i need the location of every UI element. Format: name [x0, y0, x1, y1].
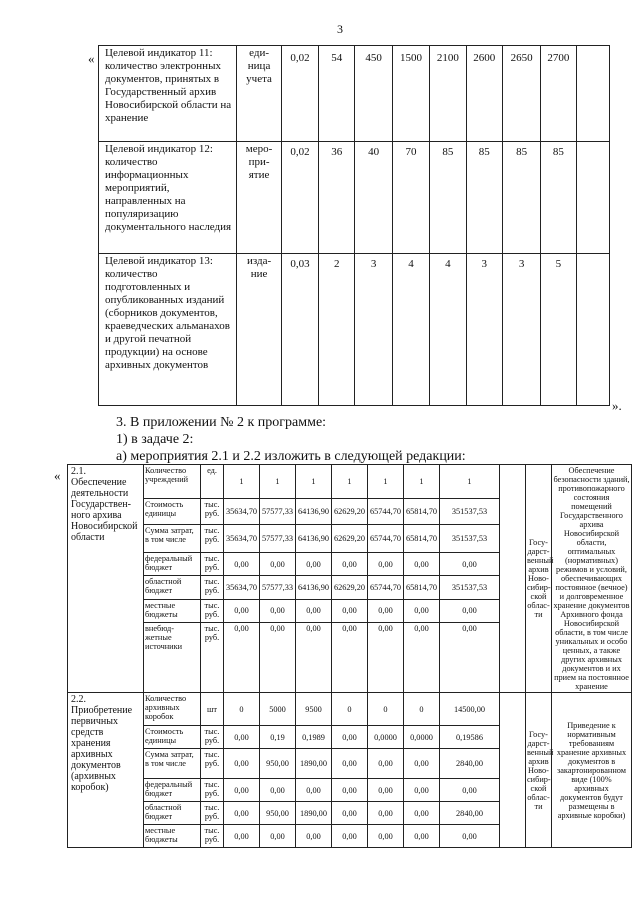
- indicator-value: 40: [355, 142, 392, 254]
- empty-cell: [576, 142, 609, 254]
- row-unit: тыс. руб.: [201, 802, 224, 825]
- row-unit: тыс. руб.: [201, 499, 224, 525]
- value-cell: 0,00: [404, 802, 440, 825]
- indicator-value: 0,02: [281, 142, 318, 254]
- value-cell: 1: [332, 465, 368, 499]
- row-label: внебюд-жетные источники: [144, 622, 201, 692]
- row-unit: тыс. руб.: [201, 622, 224, 692]
- value-cell: 64136,90: [296, 499, 332, 525]
- indicator-value: 450: [355, 46, 392, 142]
- value-cell: 0,00: [404, 779, 440, 802]
- expected-result: Приведение к нормативным требованиям хранение архивных документов в закартонированном виде (100% архивных документов будут размещены в архивные коробки): [552, 693, 632, 848]
- row-label: федеральный бюджет: [144, 553, 201, 576]
- value-cell: 0: [404, 693, 440, 726]
- indicator-value: 2100: [430, 46, 466, 142]
- value-cell: 0,00: [368, 825, 404, 848]
- value-cell: 0,00: [332, 726, 368, 749]
- value-cell: 0,00: [404, 622, 440, 692]
- value-cell: 0,1989: [296, 726, 332, 749]
- indicator-value: 2650: [502, 46, 540, 142]
- indicator-value: 0,03: [281, 254, 318, 406]
- value-cell: 0,00: [332, 802, 368, 825]
- value-cell: 0,00: [224, 622, 260, 692]
- value-cell: 0,00: [404, 553, 440, 576]
- value-cell: 65744,70: [368, 499, 404, 525]
- row-label: Количество архивных коробок: [144, 693, 201, 726]
- value-cell: 0,00: [260, 825, 296, 848]
- row-label: Количество учреждений: [144, 465, 201, 499]
- value-cell: 65814,70: [404, 576, 440, 599]
- indicator-value: 0,02: [281, 46, 318, 142]
- value-cell: 0: [332, 693, 368, 726]
- empty-cell: [576, 46, 609, 142]
- indicator-row: [99, 254, 610, 406]
- indicator-unit: меро-при-ятие: [237, 142, 281, 254]
- value-cell: 62629,20: [332, 499, 368, 525]
- indicator-value: 3: [502, 254, 540, 406]
- value-cell: 351537,53: [440, 499, 500, 525]
- row-label: местные бюджеты: [144, 599, 201, 622]
- value-cell: 1890,00: [296, 802, 332, 825]
- value-cell: 0,00: [224, 802, 260, 825]
- indicators-table: [98, 45, 610, 406]
- value-cell: 0,19: [260, 726, 296, 749]
- indicator-value: 2600: [466, 46, 502, 142]
- measure-2-2-title: 2.2. Приобретение первичных средств хранения архивных документов (архивных коробок): [68, 693, 144, 848]
- value-cell: 64136,90: [296, 525, 332, 553]
- value-cell: 0,00: [404, 599, 440, 622]
- row-unit: тыс. руб.: [201, 749, 224, 779]
- row-unit: тыс. руб.: [201, 779, 224, 802]
- value-cell: 0,00: [440, 622, 500, 692]
- opening-quote: «: [88, 51, 95, 66]
- executor-cell: Госу-дарст-венный архив Ново-сибир-ской облас-ти: [526, 693, 552, 848]
- indicator-value: 2700: [541, 46, 576, 142]
- value-cell: 2840,00: [440, 802, 500, 825]
- expected-result: Обеспечение безопасности зданий, противопожарного состояния помещений Государственного архива Новосибирской области, оптимальных (нормативных) режимов и условий, обеспечивающих постоянное (вечное) и долговременное хранение документов Архивного фонда Новосибирской области, в том числе уникальных и особо ценных, а также других архивных документов и их прием на постоянное хранение: [553, 466, 630, 691]
- table-row: [68, 465, 632, 499]
- value-cell: 0,00: [260, 622, 296, 692]
- value-cell: 0,00: [332, 622, 368, 692]
- indicator-value: 85: [430, 142, 466, 254]
- row-unit: шт: [201, 693, 224, 726]
- value-cell: 0,00: [440, 825, 500, 848]
- value-cell: 35634,70: [224, 525, 260, 553]
- value-cell: 0,00: [296, 622, 332, 692]
- indicator-name: Целевой индикатор 11: количество электронных документов, принятых в Государственный архив Новосибирской области на хранение: [99, 46, 237, 142]
- value-cell: 1: [224, 465, 260, 499]
- value-cell: 9500: [296, 693, 332, 726]
- value-cell: 0,00: [224, 553, 260, 576]
- paragraph-sub-1: 1) в задаче 2:: [116, 432, 194, 447]
- value-cell: 0,00: [260, 553, 296, 576]
- value-cell: 0,0000: [404, 726, 440, 749]
- value-cell: 351537,53: [440, 576, 500, 599]
- value-cell: 0: [368, 693, 404, 726]
- value-cell: 0,00: [224, 749, 260, 779]
- value-cell: 950,00: [260, 802, 296, 825]
- value-cell: 57577,33: [260, 525, 296, 553]
- row-unit: тыс. руб.: [201, 825, 224, 848]
- empty-cell: [576, 254, 609, 406]
- value-cell: 0,19586: [440, 726, 500, 749]
- value-cell: 0,00: [368, 599, 404, 622]
- value-cell: 14500,00: [440, 693, 500, 726]
- indicator-row: [99, 46, 610, 142]
- row-unit: тыс. руб.: [201, 525, 224, 553]
- value-cell: 5000: [260, 693, 296, 726]
- value-cell: 62629,20: [332, 525, 368, 553]
- row-unit: тыс. руб.: [201, 599, 224, 622]
- value-cell: 35634,70: [224, 499, 260, 525]
- value-cell: 1: [260, 465, 296, 499]
- value-cell: 0,00: [260, 779, 296, 802]
- page-number: 3: [337, 22, 343, 36]
- indicator-value: 85: [466, 142, 502, 254]
- paragraph-sub-a: а) мероприятия 2.1 и 2.2 изложить в следующей редакции:: [116, 449, 466, 464]
- value-cell: 62629,20: [332, 576, 368, 599]
- value-cell: 1: [368, 465, 404, 499]
- empty-cell: [500, 465, 526, 693]
- value-cell: 65814,70: [404, 499, 440, 525]
- value-cell: 65744,70: [368, 525, 404, 553]
- row-label: Стоимость единицы: [144, 499, 201, 525]
- row-label: местные бюджеты: [144, 825, 201, 848]
- indicator-value: 3: [466, 254, 502, 406]
- indicator-value: 85: [502, 142, 540, 254]
- value-cell: 0,00: [332, 553, 368, 576]
- value-cell: 0,00: [296, 825, 332, 848]
- table-row: [68, 693, 632, 726]
- row-label: федеральный бюджет: [144, 779, 201, 802]
- paragraph-item-3: 3. В приложении № 2 к программе:: [116, 415, 327, 430]
- value-cell: 0,00: [368, 622, 404, 692]
- opening-quote-2: «: [54, 468, 61, 483]
- row-unit: ед.: [201, 465, 224, 499]
- value-cell: 0,00: [224, 726, 260, 749]
- indicator-value: 36: [319, 142, 355, 254]
- row-label: областной бюджет: [144, 802, 201, 825]
- indicator-value: 1500: [392, 46, 429, 142]
- value-cell: 1: [440, 465, 500, 499]
- indicator-row: [99, 142, 610, 254]
- value-cell: 0,00: [368, 553, 404, 576]
- row-label: областной бюджет: [144, 576, 201, 599]
- value-cell: 0,00: [332, 599, 368, 622]
- value-cell: 1: [404, 465, 440, 499]
- value-cell: 0,00: [224, 599, 260, 622]
- indicator-value: 5: [541, 254, 576, 406]
- value-cell: 0,00: [440, 553, 500, 576]
- value-cell: 950,00: [260, 749, 296, 779]
- value-cell: 0,00: [440, 779, 500, 802]
- row-unit: тыс. руб.: [201, 553, 224, 576]
- measure-2-1-title: 2.1. Обеспечение деятельности Государствен-ного архива Новосибирской области: [68, 465, 144, 693]
- indicator-value: 4: [430, 254, 466, 406]
- value-cell: 2840,00: [440, 749, 500, 779]
- value-cell: 351537,53: [440, 525, 500, 553]
- indicator-unit: изда-ние: [237, 254, 281, 406]
- value-cell: 65744,70: [368, 576, 404, 599]
- executor-cell: Госу-дарст-венный архив Ново-сибир-ской облас-ти: [526, 465, 552, 693]
- closing-quote: ».: [612, 398, 622, 413]
- value-cell: 0,00: [296, 779, 332, 802]
- value-cell: 0: [224, 693, 260, 726]
- row-label: Стоимость единицы: [144, 726, 201, 749]
- value-cell: 0,00: [296, 553, 332, 576]
- value-cell: 64136,90: [296, 576, 332, 599]
- value-cell: 0,00: [332, 779, 368, 802]
- row-unit: тыс. руб.: [201, 726, 224, 749]
- value-cell: 0,00: [440, 599, 500, 622]
- row-unit: тыс. руб.: [201, 576, 224, 599]
- value-cell: 0,00: [296, 599, 332, 622]
- value-cell: 0,0000: [368, 726, 404, 749]
- value-cell: 0,00: [260, 599, 296, 622]
- indicator-value: 4: [392, 254, 429, 406]
- value-cell: 0,00: [224, 779, 260, 802]
- value-cell: 57577,33: [260, 499, 296, 525]
- indicator-unit: еди-ница учета: [237, 46, 281, 142]
- indicator-value: 2: [319, 254, 355, 406]
- indicator-name: Целевой индикатор 13: количество подготовленных и опубликованных изданий (сборников документов, краеведческих альманахов и другой печатной продукции) на основе архивных документов: [99, 254, 237, 406]
- indicator-value: 3: [355, 254, 392, 406]
- indicator-name: Целевой индикатор 12: количество информационных мероприятий, направленных на популяризацию документального наследия: [99, 142, 237, 254]
- value-cell: 0,00: [368, 802, 404, 825]
- value-cell: 35634,70: [224, 576, 260, 599]
- value-cell: 0,00: [404, 825, 440, 848]
- value-cell: 1890,00: [296, 749, 332, 779]
- value-cell: 0,00: [368, 779, 404, 802]
- value-cell: 0,00: [224, 825, 260, 848]
- indicator-value: 85: [541, 142, 576, 254]
- value-cell: 0,00: [368, 749, 404, 779]
- value-cell: 0,00: [332, 749, 368, 779]
- value-cell: 0,00: [404, 749, 440, 779]
- program-table: [67, 464, 632, 848]
- value-cell: 0,00: [332, 825, 368, 848]
- row-label: Сумма затрат, в том числе: [144, 749, 201, 779]
- value-cell: 1: [296, 465, 332, 499]
- indicator-value: 70: [392, 142, 429, 254]
- value-cell: 65814,70: [404, 525, 440, 553]
- value-cell: 57577,33: [260, 576, 296, 599]
- row-label: Сумма затрат, в том числе: [144, 525, 201, 553]
- empty-cell: [500, 693, 526, 848]
- indicator-value: 54: [319, 46, 355, 142]
